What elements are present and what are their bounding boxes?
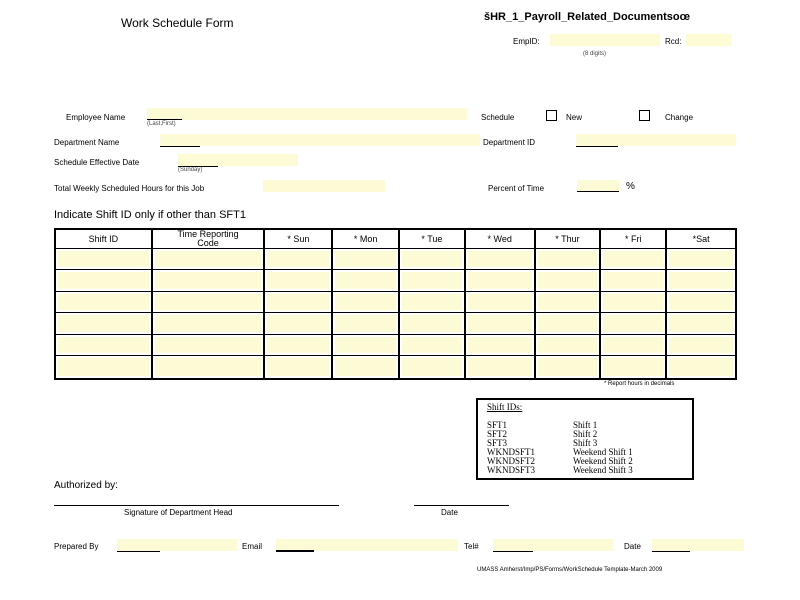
column-header: * Sun — [264, 229, 332, 249]
schedule-cell-fill — [538, 272, 598, 288]
schedule-cell[interactable] — [600, 313, 666, 334]
schedule-cell[interactable] — [600, 249, 666, 270]
schedule-cell[interactable] — [600, 334, 666, 355]
tel-underline — [493, 551, 533, 552]
percent-time-label: Percent of Time — [488, 184, 545, 193]
schedule-cell-fill — [603, 358, 663, 376]
schedule-cell-fill — [58, 272, 149, 288]
prepared-by-label: Prepared By — [54, 542, 99, 551]
schedule-change-checkbox[interactable] — [639, 110, 650, 121]
schedule-cell-fill — [468, 337, 532, 353]
schedule-cell[interactable] — [55, 355, 152, 379]
schedule-cell-fill — [267, 251, 329, 267]
employee-name-hint: (Last,First) — [147, 121, 176, 127]
schedule-cell-fill — [402, 272, 462, 288]
schedule-cell[interactable] — [55, 334, 152, 355]
schedule-cell-fill — [402, 251, 462, 267]
schedule-cell-fill — [335, 315, 396, 331]
employee-name-label: Employee Name — [66, 113, 126, 122]
schedule-cell-fill — [538, 294, 598, 310]
signature-label: Signature of Department Head — [124, 508, 233, 517]
email-label: Email — [242, 542, 263, 551]
schedule-cell[interactable] — [264, 355, 332, 379]
schedule-cell[interactable] — [55, 249, 152, 270]
schedule-cell[interactable] — [666, 334, 736, 355]
schedule-cell-fill — [58, 294, 149, 310]
schedule-cell[interactable] — [332, 270, 399, 291]
schedule-cell-fill — [267, 337, 329, 353]
weekly-hours-label: Total Weekly Scheduled Hours for this Job — [54, 184, 205, 193]
schedule-cell[interactable] — [399, 249, 465, 270]
schedule-cell-fill — [402, 358, 462, 376]
department-name-field[interactable] — [160, 134, 480, 146]
employee-name-field[interactable] — [147, 108, 467, 120]
column-header: * Wed — [465, 229, 535, 249]
schedule-cell-fill — [58, 337, 149, 353]
table-row — [55, 249, 736, 270]
schedule-cell[interactable] — [535, 270, 601, 291]
schedule-cell[interactable] — [399, 313, 465, 334]
schedule-cell-fill — [538, 315, 598, 331]
schedule-cell[interactable] — [264, 313, 332, 334]
schedule-cell[interactable] — [465, 334, 535, 355]
legend-shift-name: Shift 2 — [573, 429, 598, 439]
schedule-cell[interactable] — [465, 355, 535, 379]
legend-shift-id: WKNDSFT1 — [487, 447, 536, 457]
rcd-field[interactable] — [686, 34, 731, 46]
schedule-new-checkbox[interactable] — [546, 110, 557, 121]
schedule-cell[interactable] — [55, 313, 152, 334]
schedule-cell-fill — [155, 251, 262, 267]
schedule-cell[interactable] — [332, 313, 399, 334]
column-header: Shift ID — [55, 229, 152, 249]
schedule-cell-fill — [267, 294, 329, 310]
schedule-cell[interactable] — [264, 291, 332, 312]
effective-date-hint: (Sunday) — [178, 167, 203, 173]
schedule-cell[interactable] — [465, 249, 535, 270]
department-name-underline — [160, 146, 200, 147]
shift-id-legend — [476, 398, 694, 480]
schedule-cell-fill — [267, 358, 329, 376]
column-header: Time Reporting Code — [152, 229, 265, 249]
legend-shift-id: SFT2 — [487, 429, 508, 439]
legend-shift-id: SFT1 — [487, 420, 508, 430]
schedule-cell[interactable] — [55, 270, 152, 291]
schedule-cell[interactable] — [666, 270, 736, 291]
empid-label: EmpID: — [513, 37, 540, 46]
department-id-label: Department ID — [483, 138, 536, 147]
schedule-cell-fill — [58, 315, 149, 331]
schedule-cell-fill — [155, 315, 262, 331]
department-id-underline — [576, 146, 618, 147]
percent-time-field[interactable] — [577, 180, 619, 192]
schedule-cell-fill — [603, 315, 663, 331]
schedule-cell[interactable] — [399, 334, 465, 355]
form-title: Work Schedule Form — [121, 16, 234, 30]
schedule-cell-fill — [603, 294, 663, 310]
schedule-cell[interactable] — [666, 313, 736, 334]
schedule-cell[interactable] — [55, 291, 152, 312]
schedule-cell[interactable] — [152, 313, 265, 334]
schedule-cell[interactable] — [600, 291, 666, 312]
legend-shift-name: Weekend Shift 3 — [573, 465, 633, 475]
schedule-cell-fill — [603, 337, 663, 353]
schedule-cell-fill — [335, 358, 396, 376]
rcd-label: Rcd: — [665, 37, 682, 46]
column-header: * Mon — [332, 229, 399, 249]
email-underline — [276, 550, 314, 552]
schedule-cell-fill — [267, 272, 329, 288]
schedule-cell-fill — [538, 337, 598, 353]
schedule-cell[interactable] — [332, 291, 399, 312]
schedule-change-label: Change — [665, 113, 694, 122]
schedule-cell[interactable] — [465, 291, 535, 312]
schedule-cell[interactable] — [600, 355, 666, 379]
schedule-cell[interactable] — [332, 249, 399, 270]
legend-shift-id: WKNDSFT3 — [487, 465, 536, 475]
effective-date-label: Schedule Effective Date — [54, 158, 140, 167]
table-row — [55, 313, 736, 334]
legend-shift-name: Weekend Shift 1 — [573, 447, 633, 457]
schedule-cell[interactable] — [399, 270, 465, 291]
department-id-field[interactable] — [576, 134, 736, 146]
schedule-cell[interactable] — [399, 291, 465, 312]
legend-heading: Shift IDs: — [487, 402, 523, 412]
table-row — [55, 334, 736, 355]
schedule-cell-fill — [402, 315, 462, 331]
schedule-cell-fill — [538, 358, 598, 376]
schedule-cell-fill — [603, 272, 663, 288]
schedule-cell[interactable] — [666, 249, 736, 270]
authorization-date-line[interactable] — [414, 505, 509, 506]
authorized-by-heading: Authorized by: — [54, 480, 118, 491]
schedule-cell-fill — [669, 251, 733, 267]
weekly-hours-field[interactable] — [263, 180, 385, 192]
department-name-label: Department Name — [54, 138, 120, 147]
schedule-cell-fill — [58, 358, 149, 376]
schedule-cell-fill — [335, 251, 396, 267]
schedule-cell-fill — [335, 337, 396, 353]
schedule-cell-fill — [603, 251, 663, 267]
schedule-label: Schedule — [481, 113, 515, 122]
footer-date-underline — [652, 551, 690, 552]
schedule-cell-fill — [669, 272, 733, 288]
document-code: šHR_1_Payroll_Related_Documentsoœ — [484, 11, 691, 23]
schedule-cell[interactable] — [332, 334, 399, 355]
column-header: * Fri — [600, 229, 666, 249]
percent-symbol: % — [626, 181, 635, 192]
legend-shift-name: Shift 1 — [573, 420, 598, 430]
tel-label: Tel# — [464, 542, 479, 551]
legend-shift-id: WKNDSFT2 — [487, 456, 536, 466]
schedule-cell[interactable] — [535, 334, 601, 355]
schedule-cell[interactable] — [399, 355, 465, 379]
form-source-note: UMASS Amherst/Imp/PS/Forms/WorkSchedule Template-March 2009 — [477, 567, 663, 573]
schedule-cell-fill — [468, 251, 532, 267]
schedule-cell[interactable] — [535, 291, 601, 312]
column-header: * Tue — [399, 229, 465, 249]
schedule-cell-fill — [538, 251, 598, 267]
schedule-cell-fill — [468, 358, 532, 376]
empid-field[interactable] — [550, 34, 660, 46]
schedule-cell-fill — [155, 294, 262, 310]
schedule-cell-fill — [669, 294, 733, 310]
schedule-cell-fill — [669, 315, 733, 331]
schedule-cell[interactable] — [666, 291, 736, 312]
schedule-cell[interactable] — [465, 270, 535, 291]
schedule-cell-fill — [155, 337, 262, 353]
schedule-cell[interactable] — [535, 313, 601, 334]
schedule-cell-fill — [468, 294, 532, 310]
prepared-by-underline — [117, 551, 160, 552]
schedule-cell-fill — [335, 294, 396, 310]
schedule-cell-fill — [335, 272, 396, 288]
table-row — [55, 270, 736, 291]
footer-date-field[interactable] — [652, 539, 744, 551]
schedule-cell-fill — [267, 315, 329, 331]
table-row — [55, 291, 736, 312]
schedule-cell-fill — [669, 337, 733, 353]
effective-date-field[interactable] — [178, 154, 298, 166]
employee-name-underline — [147, 119, 182, 120]
schedule-cell-fill — [155, 358, 262, 376]
tel-field[interactable] — [493, 539, 613, 551]
legend-shift-name: Weekend Shift 2 — [573, 456, 633, 466]
schedule-cell[interactable] — [264, 270, 332, 291]
schedule-cell-fill — [155, 272, 262, 288]
schedule-cell[interactable] — [535, 249, 601, 270]
schedule-cell-fill — [669, 358, 733, 376]
schedule-new-label: New — [566, 113, 583, 122]
grid-instruction: Indicate Shift ID only if other than SFT1 — [54, 209, 246, 221]
column-header: * Thur — [535, 229, 601, 249]
hours-footnote: * Report hours in decimals — [604, 381, 675, 387]
footer-date-label: Date — [624, 542, 641, 551]
signature-line[interactable] — [54, 505, 339, 506]
schedule-cell[interactable] — [152, 355, 265, 379]
shift-schedule-table — [54, 228, 737, 380]
schedule-cell[interactable] — [152, 334, 265, 355]
schedule-cell[interactable] — [264, 249, 332, 270]
schedule-cell[interactable] — [600, 270, 666, 291]
schedule-cell-fill — [468, 272, 532, 288]
schedule-cell[interactable] — [152, 270, 265, 291]
schedule-cell-fill — [58, 251, 149, 267]
legend-shift-id: SFT3 — [487, 438, 508, 448]
legend-shift-name: Shift 3 — [573, 438, 598, 448]
schedule-cell-fill — [468, 315, 532, 331]
schedule-cell[interactable] — [666, 355, 736, 379]
schedule-cell[interactable] — [152, 249, 265, 270]
schedule-cell[interactable] — [535, 355, 601, 379]
schedule-cell[interactable] — [264, 334, 332, 355]
empid-hint: (8 digits) — [583, 51, 607, 57]
prepared-by-field[interactable] — [117, 539, 237, 551]
schedule-cell[interactable] — [332, 355, 399, 379]
table-row — [55, 355, 736, 379]
authorization-date-label: Date — [441, 508, 458, 517]
schedule-cell[interactable] — [465, 313, 535, 334]
schedule-cell-fill — [402, 337, 462, 353]
column-header: *Sat — [666, 229, 736, 249]
schedule-cell-fill — [402, 294, 462, 310]
schedule-cell[interactable] — [152, 291, 265, 312]
